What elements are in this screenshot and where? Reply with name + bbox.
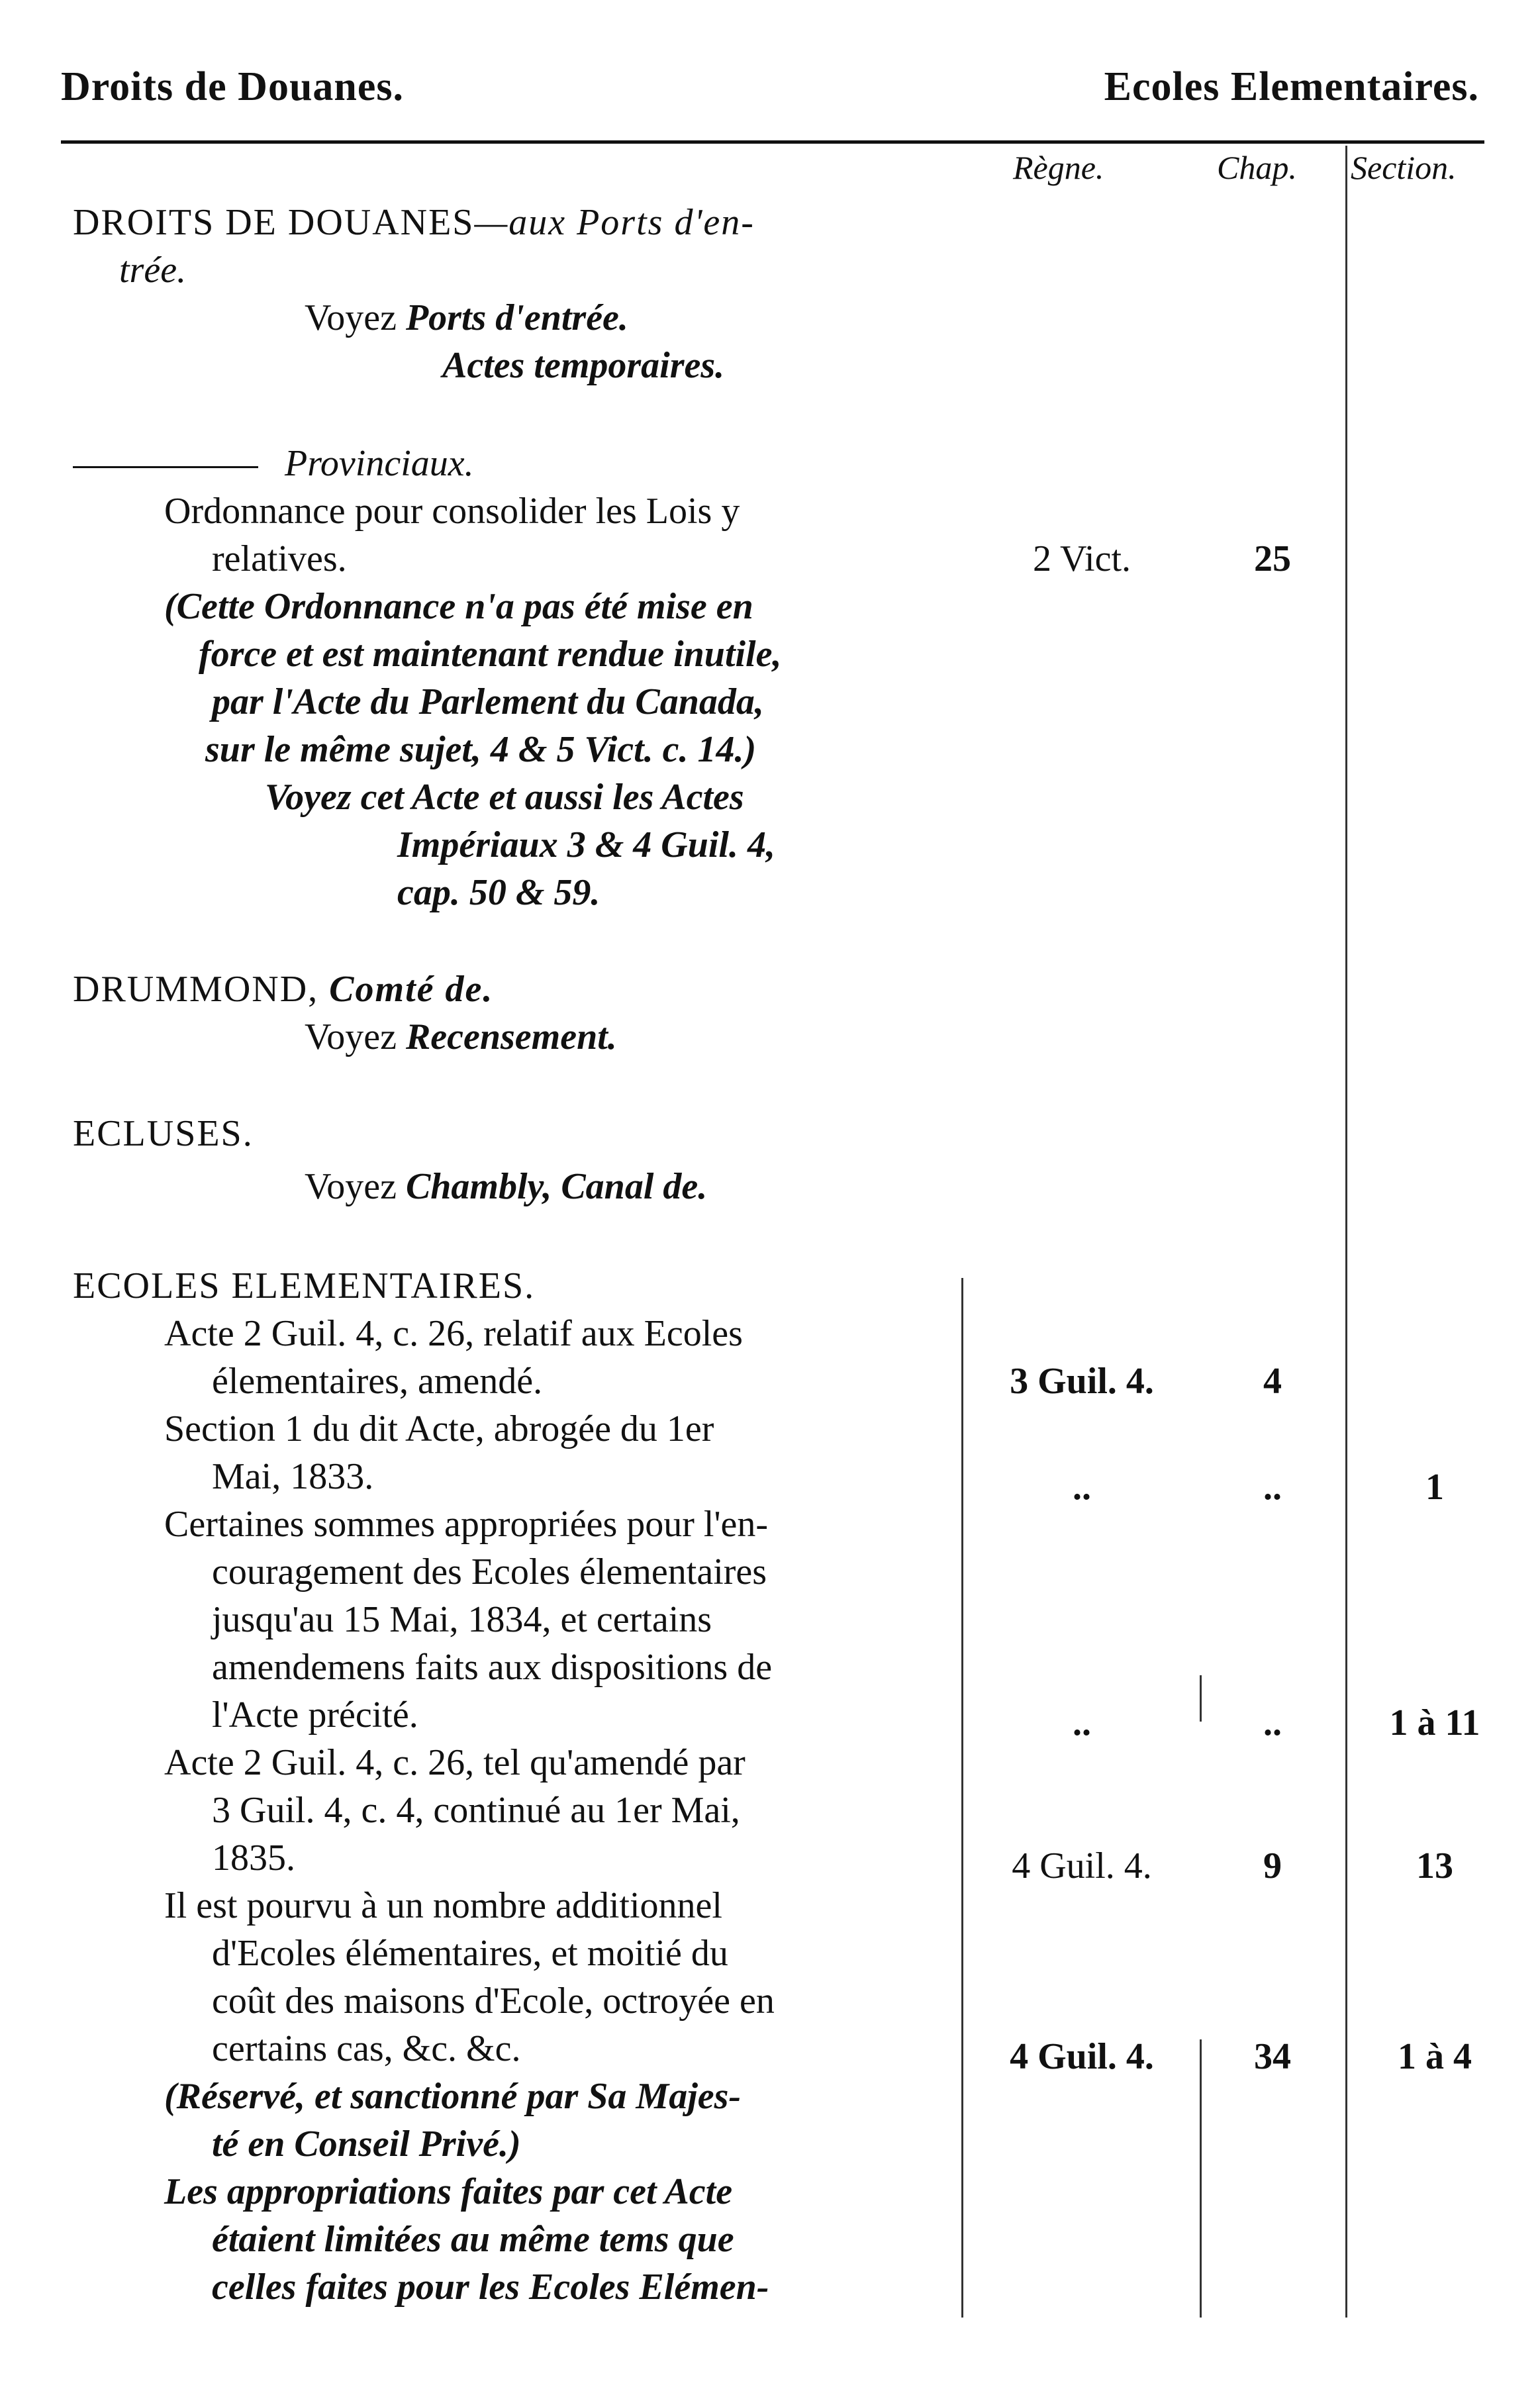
note-line: celles faites pour les Ecoles Elémen- <box>212 2267 769 2308</box>
chap-value: 34 <box>1254 2036 1291 2077</box>
text-line: Ordonnance pour consolider les Lois y <box>164 491 740 532</box>
text-line: Section 1 du dit Acte, abrogée du 1er <box>164 1408 714 1449</box>
regne-value: 4 Guil. 4. <box>1012 1845 1152 1886</box>
note-line: (Cette Ordonnance n'a pas été mise en <box>164 586 753 627</box>
note-line: par l'Acte du Parlement du Canada, <box>212 681 764 722</box>
text-line: coût des maisons d'Ecole, octroyée en <box>212 1980 775 2022</box>
text-line: l'Acte précité. <box>212 1694 418 1735</box>
entry-title: DROITS DE DOUANES—aux Ports d'en- <box>73 202 755 243</box>
note-line: sur le même sujet, 4 & 5 Vict. c. 14.) <box>205 729 757 770</box>
text-line: Certaines sommes appropriées pour l'en- <box>164 1504 769 1545</box>
text-line: couragement des Ecoles élementaires <box>212 1551 767 1592</box>
text-line: 3 Guil. 4, c. 4, continué au 1er Mai, <box>212 1790 740 1831</box>
text-line: Mai, 1833. <box>212 1456 374 1497</box>
section-value: 13 <box>1416 1845 1453 1886</box>
note-line: cap. 50 & 59. <box>397 872 601 913</box>
regne-value: 3 Guil. 4. <box>1010 1361 1154 1402</box>
entry-title: ECLUSES. <box>73 1113 254 1154</box>
text-line: élementaires, amendé. <box>212 1361 543 1402</box>
text-line: jusqu'au 15 Mai, 1834, et certains <box>212 1599 712 1640</box>
column-header-regne: Règne. <box>1013 149 1104 186</box>
regne-value: .. <box>1073 1467 1091 1508</box>
regne-value: 4 Guil. 4. <box>1010 2036 1154 2077</box>
note-line: Voyez cet Acte et aussi les Actes <box>265 777 744 818</box>
entry-subtitle: trée. <box>119 250 187 291</box>
text-line: relatives. <box>212 538 347 579</box>
chap-value: .. <box>1263 1702 1282 1743</box>
subentry-heading: Provinciaux. <box>73 440 474 487</box>
cross-reference: Voyez Recensement. <box>305 1016 617 1057</box>
running-head-left: Droits de Douanes. <box>61 64 405 109</box>
text-line: amendemens faits aux dispositions de <box>212 1647 773 1688</box>
entry-title: ECOLES ELEMENTAIRES. <box>73 1265 536 1306</box>
chap-value: .. <box>1263 1467 1282 1508</box>
text-line: d'Ecoles élémentaires, et moitié du <box>212 1933 728 1974</box>
note-line: Impériaux 3 & 4 Guil. 4, <box>397 824 775 865</box>
column-rule-text <box>961 1278 963 2318</box>
note-line: étaient limitées au même tems que <box>212 2219 734 2260</box>
note-line: Les appropriations faites par cet Acte <box>164 2171 733 2212</box>
text-line: Il est pourvu à un nombre additionnel <box>164 1885 722 1926</box>
text-line: Acte 2 Guil. 4, c. 26, relatif aux Ecoles <box>164 1313 743 1354</box>
column-header-section: Section. <box>1351 149 1457 186</box>
running-head-right: Ecoles Elementaires. <box>1104 64 1479 109</box>
text-line: 1835. <box>212 1837 295 1879</box>
chap-value: 4 <box>1263 1361 1282 1402</box>
section-value: 1 à 4 <box>1398 2036 1472 2077</box>
entry-title: DRUMMOND, Comté de. <box>73 969 494 1010</box>
column-rule-regne-b <box>1200 2039 1202 2318</box>
chap-value: 9 <box>1263 1845 1282 1886</box>
regne-value: .. <box>1073 1702 1091 1743</box>
text-line: Acte 2 Guil. 4, c. 26, tel qu'amendé par <box>164 1742 746 1783</box>
cross-reference: Actes temporaires. <box>442 345 725 386</box>
column-rule-chap <box>1345 146 1347 2318</box>
section-value: 1 <box>1425 1467 1444 1508</box>
text-line: certains cas, &c. &c. <box>212 2028 521 2069</box>
cross-reference: Voyez Chambly, Canal de. <box>305 1166 708 1207</box>
column-header-chap: Chap. <box>1217 149 1297 186</box>
note-line: (Réservé, et sanctionné par Sa Majes- <box>164 2076 742 2117</box>
section-value: 1 à 11 <box>1389 1702 1480 1743</box>
header-rule <box>61 140 1484 144</box>
note-line: té en Conseil Privé.) <box>212 2124 521 2165</box>
regne-value: 2 Vict. <box>1032 538 1131 579</box>
cross-reference: Voyez Ports d'entrée. <box>305 297 628 338</box>
note-line: force et est maintenant rendue inutile, <box>199 634 782 675</box>
chap-value: 25 <box>1254 538 1291 579</box>
